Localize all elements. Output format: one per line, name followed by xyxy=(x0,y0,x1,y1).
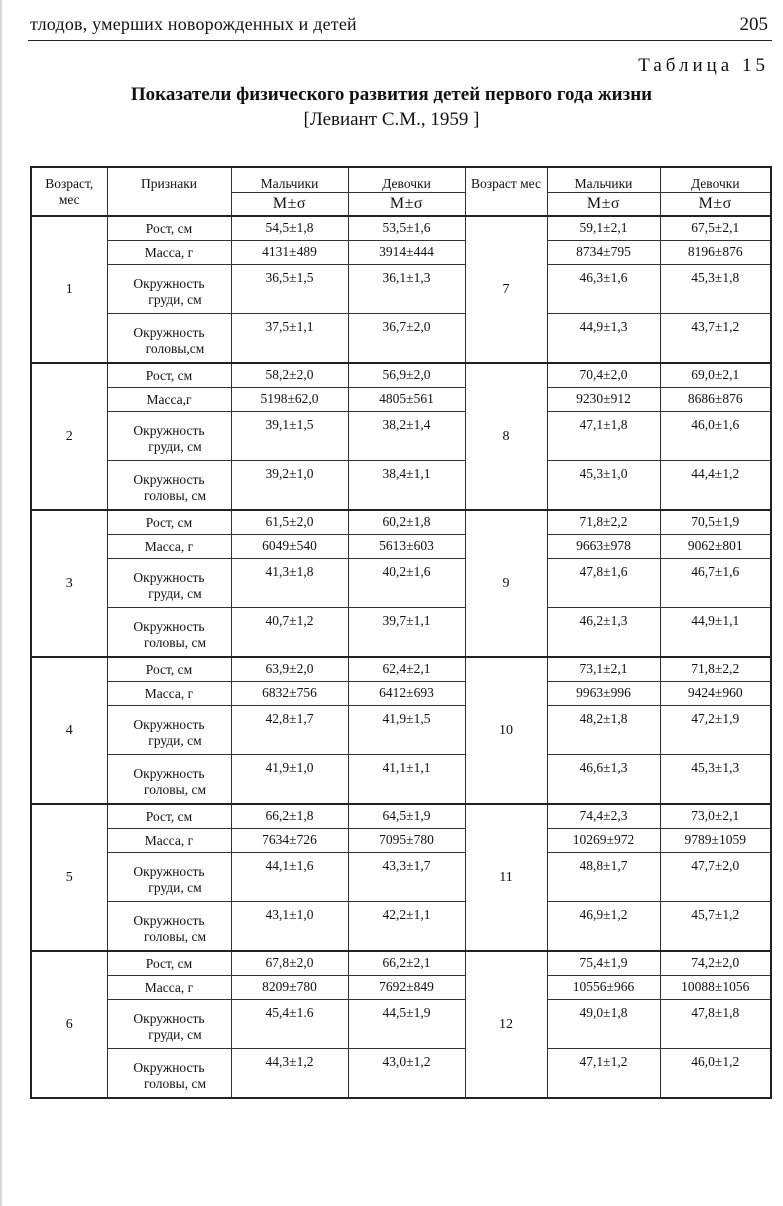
age-left-cell: 3 xyxy=(31,510,107,657)
girls-value-right: 47,2±1,9 xyxy=(660,706,771,755)
table-row xyxy=(31,829,771,853)
feature-label-line1: Рост, см xyxy=(145,514,193,530)
boys-value-right: 8734±795 xyxy=(547,241,660,265)
feature-label-line1: Окружность xyxy=(133,570,205,585)
age-left-cell: 4 xyxy=(31,657,107,804)
boys-value-left: 44,1±1,6 xyxy=(231,853,348,902)
feature-label xyxy=(107,461,231,511)
age-left-cell: 1 xyxy=(31,216,107,363)
table-row xyxy=(31,804,771,829)
boys-value-left: 36,5±1,5 xyxy=(231,265,348,314)
girls-value-left: 6412±693 xyxy=(348,682,465,706)
running-head-text: тлодов, умерших новорожденных и детей xyxy=(30,14,357,34)
table-row xyxy=(31,755,771,805)
feature-label-line1: Рост, см xyxy=(145,367,193,383)
boys-value-left: 41,3±1,8 xyxy=(231,559,348,608)
girls-value-left: 41,9±1,5 xyxy=(348,706,465,755)
boys-value-left: 6049±540 xyxy=(231,535,348,559)
boys-value-right: 9230±912 xyxy=(547,388,660,412)
girls-value-left: 5613±603 xyxy=(348,535,465,559)
table-row xyxy=(31,388,771,412)
table-row xyxy=(31,902,771,952)
feature-label-line1: Масса, г xyxy=(144,979,194,995)
header-boys-right: Мальчики xyxy=(547,167,660,193)
table-row xyxy=(31,976,771,1000)
table-row xyxy=(31,608,771,658)
table-row xyxy=(31,706,771,755)
feature-label xyxy=(107,1049,231,1099)
age-right-cell: 7 xyxy=(465,216,547,363)
feature-label-line2: груди, см xyxy=(148,733,202,748)
girls-value-left: 36,7±2,0 xyxy=(348,314,465,364)
feature-label-line2: груди, см xyxy=(148,586,202,601)
page-number: 205 xyxy=(739,14,768,35)
girls-value-left: 40,2±1,6 xyxy=(348,559,465,608)
header-girls-left: Девочки xyxy=(348,167,465,193)
girls-value-left: 38,4±1,1 xyxy=(348,461,465,511)
feature-label-line1: Масса, г xyxy=(144,832,194,848)
boys-value-left: 41,9±1,0 xyxy=(231,755,348,805)
feature-label xyxy=(107,657,231,682)
boys-value-right: 9963±996 xyxy=(547,682,660,706)
girls-value-left: 64,5±1,9 xyxy=(348,804,465,829)
feature-label xyxy=(107,976,231,1000)
feature-label xyxy=(107,388,231,412)
feature-label-line1: Окружность xyxy=(133,423,205,438)
table-row xyxy=(31,265,771,314)
header-stat-boys-left: М±σ xyxy=(231,193,348,217)
boys-value-right: 46,6±1,3 xyxy=(547,755,660,805)
feature-label-line2: груди, см xyxy=(148,292,202,307)
girls-value-left: 4805±561 xyxy=(348,388,465,412)
boys-value-right: 47,1±1,8 xyxy=(547,412,660,461)
feature-label-line1: Масса, г xyxy=(144,538,194,554)
header-boys-left: Мальчики xyxy=(231,167,348,193)
feature-label-line1: Окружность xyxy=(133,1011,205,1026)
boys-value-left: 39,2±1,0 xyxy=(231,461,348,511)
development-table xyxy=(30,166,772,1099)
feature-label xyxy=(107,363,231,388)
table-row xyxy=(31,363,771,388)
boys-value-right: 70,4±2,0 xyxy=(547,363,660,388)
feature-label-line2: груди, см xyxy=(148,880,202,895)
boys-value-right: 48,2±1,8 xyxy=(547,706,660,755)
boys-value-right: 45,3±1,0 xyxy=(547,461,660,511)
boys-value-left: 54,5±1,8 xyxy=(231,216,348,241)
feature-label-line1: Окружность xyxy=(133,717,205,732)
feature-label xyxy=(107,706,231,755)
header-rule xyxy=(28,40,772,41)
table-row xyxy=(31,657,771,682)
table-row xyxy=(31,216,771,241)
girls-value-right: 45,7±1,2 xyxy=(660,902,771,952)
girls-value-right: 9789±1059 xyxy=(660,829,771,853)
age-left-cell: 2 xyxy=(31,363,107,510)
boys-value-right: 47,1±1,2 xyxy=(547,1049,660,1099)
girls-value-left: 3914±444 xyxy=(348,241,465,265)
boys-value-right: 10269±972 xyxy=(547,829,660,853)
header-stat-girls-right: М±σ xyxy=(660,193,771,217)
boys-value-right: 47,8±1,6 xyxy=(547,559,660,608)
table-row xyxy=(31,412,771,461)
feature-label-line1: Рост, см xyxy=(145,955,193,971)
feature-label xyxy=(107,241,231,265)
feature-label-line2: груди, см xyxy=(148,1027,202,1042)
feature-label-line1: Окружность xyxy=(133,276,205,291)
table-row xyxy=(31,682,771,706)
age-right-cell: 9 xyxy=(465,510,547,657)
girls-value-left: 62,4±2,1 xyxy=(348,657,465,682)
boys-value-right: 46,2±1,3 xyxy=(547,608,660,658)
boys-value-left: 39,1±1,5 xyxy=(231,412,348,461)
girls-value-left: 43,3±1,7 xyxy=(348,853,465,902)
running-head xyxy=(30,14,770,42)
feature-label xyxy=(107,853,231,902)
feature-label xyxy=(107,804,231,829)
table-title: Показатели физического развития детей первого года жизни xyxy=(130,84,653,105)
girls-value-right: 45,3±1,8 xyxy=(660,265,771,314)
boys-value-left: 45,4±1.6 xyxy=(231,1000,348,1049)
table-row xyxy=(31,461,771,511)
feature-label xyxy=(107,559,231,608)
boys-value-left: 40,7±1,2 xyxy=(231,608,348,658)
age-right-cell: 12 xyxy=(465,951,547,1098)
table-row xyxy=(31,559,771,608)
age-left-cell: 6 xyxy=(31,951,107,1098)
boys-value-left: 63,9±2,0 xyxy=(231,657,348,682)
feature-label-line1: Масса, г xyxy=(144,685,194,701)
girls-value-left: 39,7±1,1 xyxy=(348,608,465,658)
girls-value-right: 45,3±1,3 xyxy=(660,755,771,805)
girls-value-left: 56,9±2,0 xyxy=(348,363,465,388)
girls-value-right: 43,7±1,2 xyxy=(660,314,771,364)
boys-value-right: 71,8±2,2 xyxy=(547,510,660,535)
girls-value-left: 41,1±1,1 xyxy=(348,755,465,805)
boys-value-left: 8209±780 xyxy=(231,976,348,1000)
feature-label xyxy=(107,265,231,314)
table-row xyxy=(31,241,771,265)
age-right-cell: 10 xyxy=(465,657,547,804)
feature-label xyxy=(107,412,231,461)
feature-label xyxy=(107,535,231,559)
feature-label xyxy=(107,682,231,706)
header-stat-boys-right: М±σ xyxy=(547,193,660,217)
header-features: Признаки xyxy=(107,167,231,216)
boys-value-right: 75,4±1,9 xyxy=(547,951,660,976)
boys-value-left: 7634±726 xyxy=(231,829,348,853)
feature-label xyxy=(107,1000,231,1049)
feature-label-line1: Окружность xyxy=(133,325,205,340)
girls-value-right: 69,0±2,1 xyxy=(660,363,771,388)
feature-label-line2: груди, см xyxy=(148,439,202,454)
girls-value-left: 66,2±2,1 xyxy=(348,951,465,976)
boys-value-left: 4131±489 xyxy=(231,241,348,265)
girls-value-right: 9424±960 xyxy=(660,682,771,706)
header-stat-girls-left: М±σ xyxy=(348,193,465,217)
girls-value-right: 8686±876 xyxy=(660,388,771,412)
header-age: Возраст, мес xyxy=(31,167,107,216)
boys-value-right: 10556±966 xyxy=(547,976,660,1000)
boys-value-left: 42,8±1,7 xyxy=(231,706,348,755)
table-row xyxy=(31,951,771,976)
feature-label-line1: Рост, см xyxy=(145,661,193,677)
boys-value-left: 5198±62,0 xyxy=(231,388,348,412)
girls-value-right: 8196±876 xyxy=(660,241,771,265)
feature-label-line1: Окружность xyxy=(133,913,205,928)
boys-value-right: 46,3±1,6 xyxy=(547,265,660,314)
feature-label-line1: Окружность xyxy=(133,619,205,634)
girls-value-right: 47,8±1,8 xyxy=(660,1000,771,1049)
feature-label-line1: Окружность xyxy=(133,864,205,879)
boys-value-right: 44,9±1,3 xyxy=(547,314,660,364)
age-right-cell: 11 xyxy=(465,804,547,951)
girls-value-left: 7095±780 xyxy=(348,829,465,853)
feature-label-line1: Рост, см xyxy=(145,220,193,236)
feature-label-line1: Окружность xyxy=(133,472,205,487)
scan-edge-shadow xyxy=(0,0,3,1206)
feature-label xyxy=(107,216,231,241)
boys-value-left: 61,5±2,0 xyxy=(231,510,348,535)
feature-label xyxy=(107,608,231,658)
boys-value-left: 66,2±1,8 xyxy=(231,804,348,829)
girls-value-right: 10088±1056 xyxy=(660,976,771,1000)
feature-label-line2: головы, см xyxy=(144,488,206,503)
feature-label-line1: Рост, см xyxy=(145,808,193,824)
feature-label-line1: Масса, г xyxy=(144,244,194,260)
boys-value-left: 43,1±1,0 xyxy=(231,902,348,952)
girls-value-left: 38,2±1,4 xyxy=(348,412,465,461)
girls-value-left: 43,0±1,2 xyxy=(348,1049,465,1099)
header-girls-right: Девочки xyxy=(660,167,771,193)
feature-label xyxy=(107,755,231,805)
table-row xyxy=(31,1049,771,1099)
boys-value-left: 6832±756 xyxy=(231,682,348,706)
boys-value-right: 59,1±2,1 xyxy=(547,216,660,241)
feature-label-line1: Масса,г xyxy=(146,391,192,407)
table-citation: [Левиант С.М., 1959 ] xyxy=(303,109,480,130)
feature-label xyxy=(107,829,231,853)
girls-value-left: 60,2±1,8 xyxy=(348,510,465,535)
girls-value-right: 67,5±2,1 xyxy=(660,216,771,241)
girls-value-right: 70,5±1,9 xyxy=(660,510,771,535)
girls-value-right: 71,8±2,2 xyxy=(660,657,771,682)
boys-value-left: 37,5±1,1 xyxy=(231,314,348,364)
table-row xyxy=(31,510,771,535)
girls-value-left: 42,2±1,1 xyxy=(348,902,465,952)
boys-value-right: 46,9±1,2 xyxy=(547,902,660,952)
girls-value-right: 74,2±2,0 xyxy=(660,951,771,976)
boys-value-left: 67,8±2,0 xyxy=(231,951,348,976)
girls-value-right: 44,9±1,1 xyxy=(660,608,771,658)
feature-label-line2: головы, см xyxy=(144,1076,206,1091)
girls-value-right: 9062±801 xyxy=(660,535,771,559)
table-number: Таблица 15 xyxy=(638,55,769,76)
feature-label-line2: головы, см xyxy=(144,929,206,944)
feature-label-line1: Окружность xyxy=(133,1060,205,1075)
table-row xyxy=(31,853,771,902)
boys-value-left: 44,3±1,2 xyxy=(231,1049,348,1099)
feature-label xyxy=(107,951,231,976)
table-row xyxy=(31,314,771,364)
boys-value-left: 58,2±2,0 xyxy=(231,363,348,388)
girls-value-right: 73,0±2,1 xyxy=(660,804,771,829)
feature-label-line2: головы, см xyxy=(144,782,206,797)
girls-value-right: 46,0±1,6 xyxy=(660,412,771,461)
boys-value-right: 9663±978 xyxy=(547,535,660,559)
girls-value-right: 44,4±1,2 xyxy=(660,461,771,511)
age-right-cell: 8 xyxy=(465,363,547,510)
header-age-right: Возраст мес xyxy=(465,167,547,216)
boys-value-right: 48,8±1,7 xyxy=(547,853,660,902)
boys-value-right: 49,0±1,8 xyxy=(547,1000,660,1049)
age-left-cell: 5 xyxy=(31,804,107,951)
girls-value-right: 46,0±1,2 xyxy=(660,1049,771,1099)
boys-value-right: 73,1±2,1 xyxy=(547,657,660,682)
feature-label xyxy=(107,902,231,952)
girls-value-right: 46,7±1,6 xyxy=(660,559,771,608)
feature-label-line2: головы,см xyxy=(145,341,205,356)
feature-label-line1: Окружность xyxy=(133,766,205,781)
table-row xyxy=(31,1000,771,1049)
girls-value-left: 36,1±1,3 xyxy=(348,265,465,314)
girls-value-left: 53,5±1,6 xyxy=(348,216,465,241)
table-body xyxy=(31,216,771,1098)
feature-label xyxy=(107,314,231,364)
girls-value-left: 44,5±1,9 xyxy=(348,1000,465,1049)
girls-value-right: 47,7±2,0 xyxy=(660,853,771,902)
feature-label xyxy=(107,510,231,535)
feature-label-line2: головы, см xyxy=(144,635,206,650)
girls-value-left: 7692±849 xyxy=(348,976,465,1000)
table-row xyxy=(31,535,771,559)
boys-value-right: 74,4±2,3 xyxy=(547,804,660,829)
